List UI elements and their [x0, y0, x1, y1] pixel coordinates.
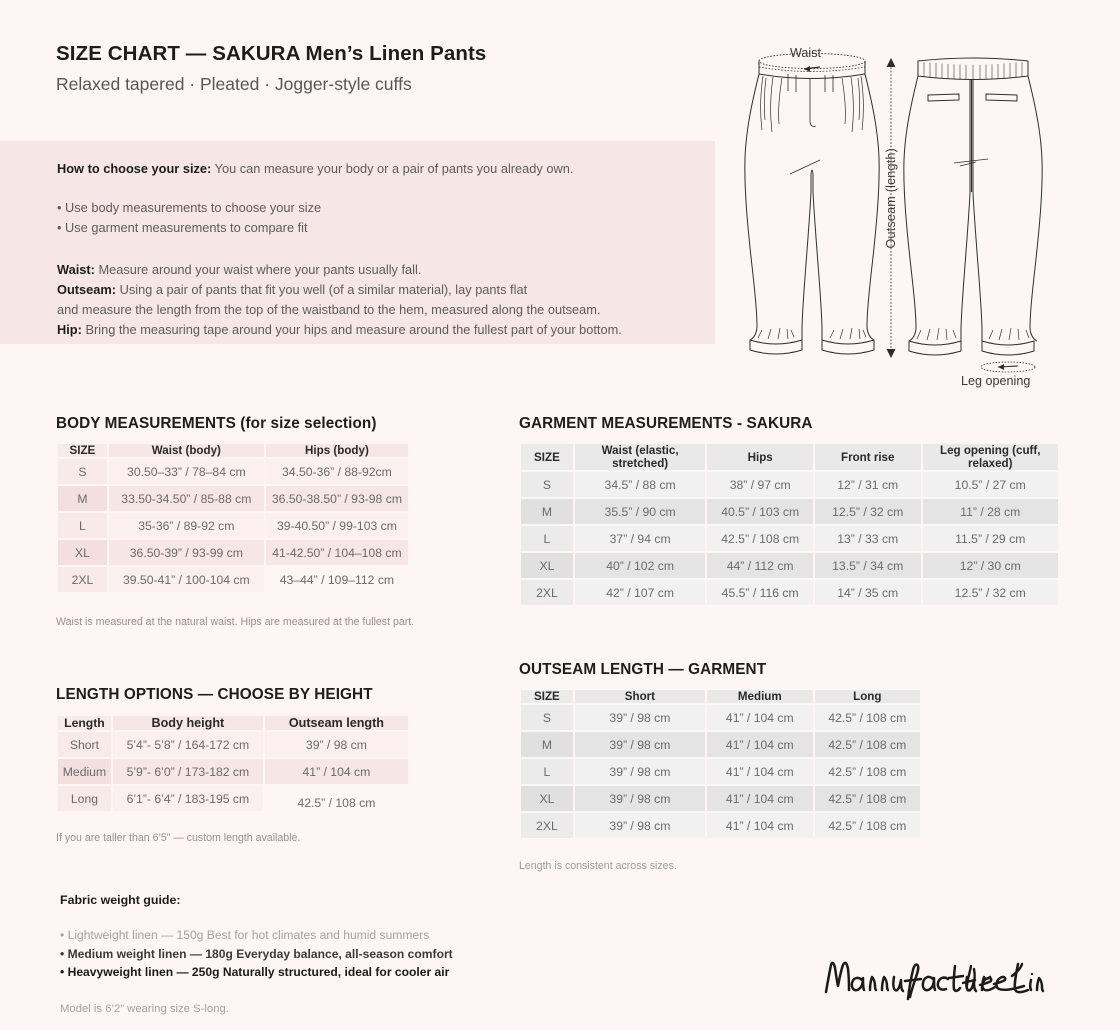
cell-short: 39” / 98 cm — [574, 785, 706, 812]
diagram-label-outseam: Outseam (length) — [884, 148, 898, 249]
how-to-choose-label: How to choose your size: — [57, 161, 212, 176]
leg-opening-arrow — [981, 362, 1035, 372]
body-measurements-title: BODY MEASUREMENTS (for size selection) — [56, 415, 377, 432]
cell-body-height: 5’9”- 6’0” / 173-182 cm — [112, 758, 264, 785]
cell-body-height: 5’4”- 5’8” / 164-172 cm — [112, 731, 264, 758]
instruction-waist — [57, 260, 689, 280]
cell-medium: 41” / 104 cm — [706, 731, 814, 758]
column-header-length: Length — [57, 715, 112, 731]
cell-leg-opening: 12” / 30 cm — [922, 552, 1060, 579]
cell-leg-opening: 11” / 28 cm — [922, 498, 1060, 525]
cell-leg-opening: 11.5” / 29 cm — [922, 525, 1060, 552]
page-header — [56, 42, 486, 95]
table-row — [57, 785, 409, 812]
cell-hips: 43–44” / 109–112 cm — [265, 566, 409, 593]
column-header-waist: Waist (body) — [108, 443, 265, 458]
length-options-table — [56, 714, 410, 813]
cell-short: 39” / 98 cm — [574, 758, 706, 785]
cell-long: 42.5” / 108 cm — [814, 812, 921, 839]
measurement-bullets — [57, 198, 689, 238]
table-row — [57, 731, 409, 758]
instruction-label: Waist: — [57, 261, 95, 277]
column-header-leg-opening: Leg opening (cuff, relaxed) — [922, 443, 1060, 471]
instruction-text: Bring the measuring tape around your hips and measure around the fullest part of your bottom. — [81, 322, 622, 338]
cell-waist: 35.5” / 90 cm — [574, 498, 707, 525]
table-row — [57, 566, 409, 593]
how-to-choose-lead — [57, 159, 689, 178]
column-header-hips: Hips (body) — [265, 443, 409, 458]
body-measurements-note: Waist is measured at the natural waist. Hips are measured at the fullest part. — [56, 616, 415, 628]
cell-waist: 42” / 107 cm — [574, 579, 707, 606]
cell-hips: 36.50-38.50” / 93-98 cm — [265, 485, 409, 512]
cell-size: XL — [57, 539, 108, 566]
cell-medium: 41” / 104 cm — [706, 704, 814, 731]
column-header-size: SIZE — [520, 443, 574, 471]
cell-front-rise: 14” / 35 cm — [814, 579, 922, 606]
cell-size: M — [520, 731, 574, 758]
cell-short: 39” / 98 cm — [574, 812, 706, 839]
cell-waist: 37” / 94 cm — [574, 525, 707, 552]
brand-signature — [822, 952, 1050, 1010]
instruction-label: Outseam: — [57, 281, 117, 297]
list-item: • Lightweight linen — 150g Best for hot climates and humid summers — [60, 928, 430, 942]
diagram-label-leg-opening: Leg opening — [961, 374, 1031, 388]
table-row — [57, 512, 409, 539]
cell-waist: 34.5” / 88 cm — [574, 471, 707, 498]
column-header-waist-elastic: Waist (elastic, stretched) — [574, 443, 707, 471]
cell-size: S — [57, 458, 108, 485]
cell-hips: 34.50-36” / 88-92cm — [265, 458, 409, 485]
cell-outseam-length: 39” / 98 cm — [264, 731, 409, 758]
cell-length: Medium — [57, 758, 112, 785]
welt-pocket-right — [986, 94, 1017, 101]
table-row — [57, 458, 409, 485]
welt-pocket-left — [928, 94, 959, 101]
table-row — [520, 471, 1059, 498]
length-options-title: LENGTH OPTIONS — CHOOSE BY HEIGHT — [56, 686, 373, 703]
column-header-body-height: Body height — [112, 715, 264, 731]
fabric-guide-heading: Fabric weight guide: — [60, 893, 181, 907]
cell-size: M — [57, 485, 108, 512]
cell-waist: 36.50-39” / 93-99 cm — [108, 539, 265, 566]
model-note: Model is 6’2” wearing size S-long. — [60, 1003, 229, 1016]
cell-long: 42.5” / 108 cm — [814, 704, 921, 731]
cell-leg-opening: 10.5” / 27 cm — [922, 471, 1060, 498]
table-header-row — [520, 443, 1059, 471]
table-header-row — [520, 689, 921, 704]
table-row — [520, 552, 1059, 579]
column-header-front-rise: Front rise — [814, 443, 922, 471]
front-view — [745, 54, 879, 355]
table-row — [57, 485, 409, 512]
cell-hips: 41-42.50” / 104–108 cm — [265, 539, 409, 566]
instruction-hip — [57, 320, 689, 340]
table-row — [57, 758, 409, 785]
cell-length: Short — [57, 731, 112, 758]
cell-waist: 40” / 102 cm — [574, 552, 707, 579]
outseam-length-table — [519, 688, 922, 840]
diagram-label-waist: Waist — [790, 46, 822, 60]
list-item: • Heavyweight linen — 250g Naturally structured, ideal for cooler air — [60, 965, 450, 980]
table-row — [520, 498, 1059, 525]
cell-size: XL — [520, 552, 574, 579]
cell-size: S — [520, 471, 574, 498]
cell-size: 2XL — [520, 579, 574, 606]
fabric-weight-list — [60, 926, 480, 982]
fabric-weight-guide — [60, 893, 480, 1015]
cell-waist: 39.50-41” / 100-104 cm — [108, 566, 265, 593]
cell-size: S — [520, 704, 574, 731]
cell-short: 39” / 98 cm — [574, 731, 706, 758]
signature-manufacture-de-lin — [822, 952, 1050, 1010]
cell-size: L — [520, 525, 574, 552]
cell-medium: 41” / 104 cm — [706, 785, 814, 812]
cell-front-rise: 13” / 33 cm — [814, 525, 922, 552]
cell-length: Long — [57, 785, 112, 812]
cell-hips: 38” / 97 cm — [706, 471, 814, 498]
cell-front-rise: 13.5” / 34 cm — [814, 552, 922, 579]
cell-body-height: 6’1”- 6’4” / 183-195 cm — [112, 785, 264, 812]
list-item: • Medium weight linen — 180g Everyday balance, all-season comfort — [60, 946, 453, 961]
table-row — [520, 579, 1059, 606]
table-row — [520, 785, 921, 812]
pants-line-art — [730, 34, 1080, 394]
table-row — [520, 704, 921, 731]
cell-long: 42.5” / 108 cm — [814, 758, 921, 785]
table-row — [520, 525, 1059, 552]
table-header-row — [57, 443, 409, 458]
column-header-size: SIZE — [57, 443, 108, 458]
cell-front-rise: 12” / 31 cm — [814, 471, 922, 498]
cell-long: 42.5” / 108 cm — [814, 731, 921, 758]
table-header-row — [57, 715, 409, 731]
cell-hips: 44” / 112 cm — [706, 552, 814, 579]
table-row — [520, 758, 921, 785]
body-measurements-table — [56, 442, 410, 594]
cell-size: L — [57, 512, 108, 539]
table-row — [520, 812, 921, 839]
column-header-medium: Medium — [706, 689, 814, 704]
column-header-hips: Hips — [706, 443, 814, 471]
cell-long: 42.5” / 108 cm — [814, 785, 921, 812]
garment-measurements-table — [519, 442, 1060, 607]
cell-hips: 42.5” / 108 cm — [706, 525, 814, 552]
cell-size: 2XL — [520, 812, 574, 839]
cell-hips: 40.5” / 103 cm — [706, 498, 814, 525]
cell-leg-opening: 12.5” / 32 cm — [922, 579, 1060, 606]
cell-hips: 45.5” / 116 cm — [706, 579, 814, 606]
column-header-short: Short — [574, 689, 706, 704]
how-to-choose-panel — [0, 141, 715, 344]
cell-hips: 39-40.50” / 99-103 cm — [265, 512, 409, 539]
cell-outseam-length: 41” / 104 cm — [264, 758, 409, 785]
cell-outseam-length: 42.5” / 108 cm — [264, 785, 409, 812]
instruction-outseam — [57, 280, 689, 300]
cell-size: L — [520, 758, 574, 785]
list-item: • Use garment measurements to compare fit — [57, 220, 308, 236]
cell-size: XL — [520, 785, 574, 812]
cell-size: 2XL — [57, 566, 108, 593]
cell-medium: 41” / 104 cm — [706, 758, 814, 785]
technical-drawing — [730, 34, 1080, 394]
cell-short: 39” / 98 cm — [574, 704, 706, 731]
table-row — [520, 731, 921, 758]
outseam-length-title: OUTSEAM LENGTH — GARMENT — [519, 661, 767, 678]
measuring-instructions — [57, 260, 689, 341]
instruction-text: Measure around your waist where your pants usually fall. — [94, 261, 422, 277]
instruction-text: Using a pair of pants that fit you well (of a similar material), lay pants flat — [116, 281, 528, 297]
cell-waist: 35-36” / 89-92 cm — [108, 512, 265, 539]
table-row — [57, 539, 409, 566]
list-item: • Use body measurements to choose your size — [57, 200, 322, 216]
instruction-label: Hip: — [57, 322, 82, 338]
page-subtitle: Relaxed tapered · Pleated · Jogger-style cuffs — [56, 74, 412, 94]
page-title: SIZE CHART — SAKURA Men’s Linen Pants — [56, 42, 487, 65]
outseam-length-note: Length is consistent across sizes. — [519, 860, 677, 872]
cell-front-rise: 12.5” / 32 cm — [814, 498, 922, 525]
column-header-long: Long — [814, 689, 921, 704]
cell-size: M — [520, 498, 574, 525]
column-header-size: SIZE — [520, 689, 574, 704]
cell-medium: 41” / 104 cm — [706, 812, 814, 839]
cell-waist: 33.50-34.50” / 85-88 cm — [108, 485, 265, 512]
length-options-note: If you are taller than 6’5” — custom length available. — [56, 832, 301, 844]
garment-measurements-title: GARMENT MEASUREMENTS - SAKURA — [519, 415, 813, 432]
column-header-outseam-length: Outseam length — [264, 715, 409, 731]
back-view — [904, 58, 1042, 372]
how-to-choose-text: You can measure your body or a pair of pants you already own. — [214, 161, 574, 176]
instruction-outseam-cont: and measure the length from the top of the waistband to the hem, measured along the outseam. — [57, 302, 601, 318]
cell-waist: 30.50–33” / 78–84 cm — [108, 458, 265, 485]
